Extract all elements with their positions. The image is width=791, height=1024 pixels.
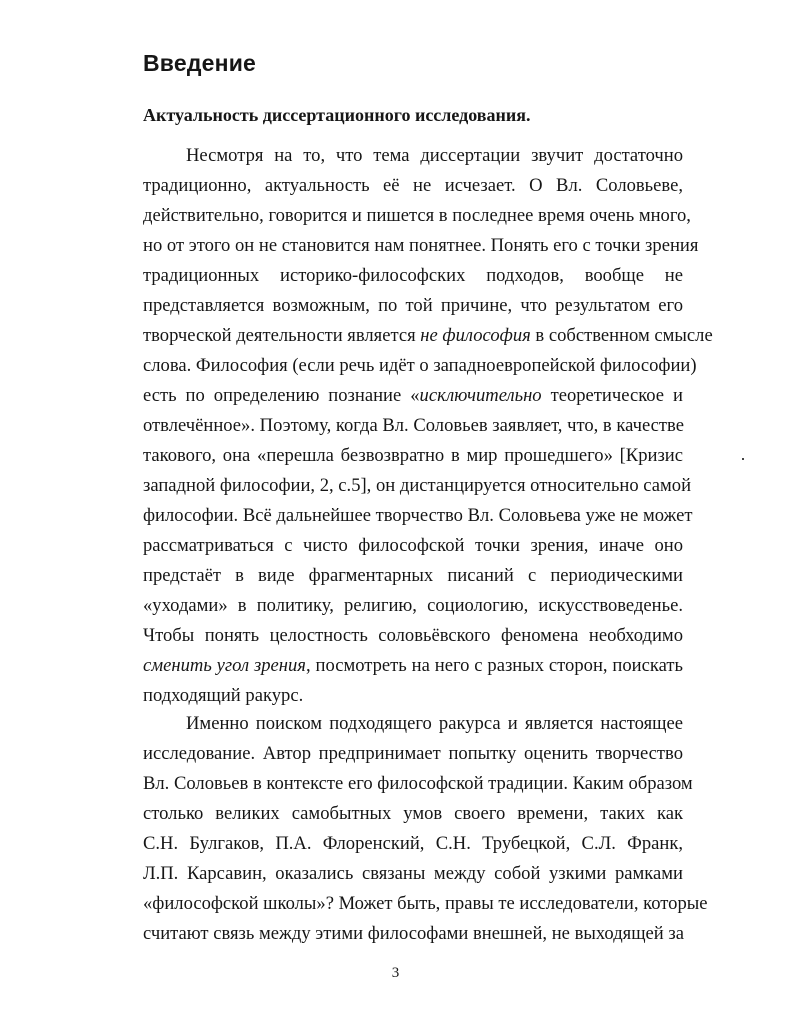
text-segment: действительно, говорится и пишется в последнее время очень много, bbox=[143, 205, 691, 226]
text-segment: предстаёт в виде фрагментарных писаний с периодическими bbox=[143, 565, 683, 586]
text-line bbox=[143, 141, 683, 171]
text-segment: Л.П. Карсавин, оказались связаны между собой узкими рамками bbox=[143, 863, 683, 884]
text-segment: рассматриваться с чисто философской точки зрения, иначе оно bbox=[143, 535, 683, 556]
text-segment: Именно поиском подходящего ракурса и является настоящее bbox=[186, 713, 683, 734]
text-line bbox=[143, 621, 683, 651]
text-segment: есть по определению познание « bbox=[143, 385, 420, 406]
text-segment: , посмотреть на него с разных сторон, поискать bbox=[305, 655, 684, 676]
paragraph-research-aim bbox=[143, 709, 708, 949]
text-segment: Вл. Соловьев в контексте его философской традиции. Каким образом bbox=[143, 773, 693, 794]
italic-text: сменить угол зрения bbox=[143, 655, 306, 676]
text-line bbox=[143, 321, 713, 351]
subsection-heading: Актуальность диссертационного исследования. bbox=[143, 105, 531, 125]
paragraph-relevance bbox=[143, 141, 713, 711]
text-segment: традиционно, актуальность её не исчезает. О Вл. Соловьеве, bbox=[143, 175, 683, 196]
text-line bbox=[143, 351, 697, 381]
text-segment: но от этого он не становится нам понятнее. Понять его с точки зрения bbox=[143, 235, 699, 256]
text-segment: творческой деятельности является bbox=[143, 325, 421, 346]
text-line bbox=[143, 231, 699, 261]
text-segment: такового, она «перешла безвозвратно в мир прошедшего» [Кризис bbox=[143, 445, 683, 466]
text-line bbox=[143, 381, 683, 411]
text-line bbox=[143, 561, 683, 591]
text-line bbox=[143, 681, 683, 711]
text-line bbox=[143, 829, 683, 859]
text-line bbox=[143, 531, 683, 561]
text-segment: теоретическое и bbox=[541, 385, 683, 406]
italic-text: исключительно bbox=[419, 385, 542, 406]
text-segment: традиционных историко-философских подходов, вообще не bbox=[143, 265, 683, 286]
text-line bbox=[143, 261, 683, 291]
text-segment: западной философии, 2, с.5], он дистанцируется относительно самой bbox=[143, 475, 692, 496]
text-line bbox=[143, 769, 693, 799]
page-number: 3 bbox=[391, 965, 400, 981]
text-line bbox=[143, 799, 683, 829]
text-line bbox=[143, 501, 693, 531]
text-segment: слова. Философия (если речь идёт о западноевропейской философии) bbox=[143, 355, 697, 376]
text-segment: в собственном смысле bbox=[530, 325, 713, 346]
text-line bbox=[143, 201, 691, 231]
section-heading: Введение bbox=[143, 50, 257, 76]
text-segment: отвлечённое». Поэтому, когда Вл. Соловьев заявляет, что, в качестве bbox=[143, 415, 684, 436]
text-line bbox=[143, 889, 708, 919]
text-line bbox=[143, 471, 692, 501]
text-segment: Несмотря на то, что тема диссертации звучит достаточно bbox=[186, 145, 683, 166]
text-line bbox=[143, 171, 683, 201]
text-segment: представляется возможным, по той причине, что результатом его bbox=[143, 295, 683, 316]
text-line bbox=[143, 411, 683, 441]
text-segment: философии. Всё дальнейшее творчество Вл. Соловьева уже не может bbox=[143, 505, 693, 526]
text-line bbox=[143, 739, 683, 769]
text-segment: С.Н. Булгаков, П.А. Флоренский, С.Н. Трубецкой, С.Л. Франк, bbox=[143, 833, 683, 854]
text-segment: подходящий ракурс. bbox=[143, 685, 304, 706]
text-segment: считают связь между этими философами внешней, не выходящей за bbox=[143, 923, 684, 944]
text-line bbox=[143, 291, 683, 321]
text-line bbox=[143, 591, 683, 621]
text-line bbox=[143, 441, 683, 471]
text-segment: «уходами» в политику, религию, социологию, искусствоведенье. bbox=[143, 595, 683, 616]
text-segment: «философской школы»? Может быть, правы те исследователи, которые bbox=[143, 893, 708, 914]
italic-text: не философия bbox=[420, 325, 531, 346]
text-line bbox=[143, 709, 683, 739]
text-segment: исследование. Автор предпринимает попытку оценить творчество bbox=[143, 743, 683, 764]
scan-speck bbox=[742, 458, 744, 460]
text-segment: Чтобы понять целостность соловьёвского феномена необходимо bbox=[143, 625, 683, 646]
text-line bbox=[143, 919, 683, 949]
text-line bbox=[143, 651, 683, 681]
text-line bbox=[143, 859, 683, 889]
text-segment: столько великих самобытных умов своего времени, таких как bbox=[143, 803, 683, 824]
